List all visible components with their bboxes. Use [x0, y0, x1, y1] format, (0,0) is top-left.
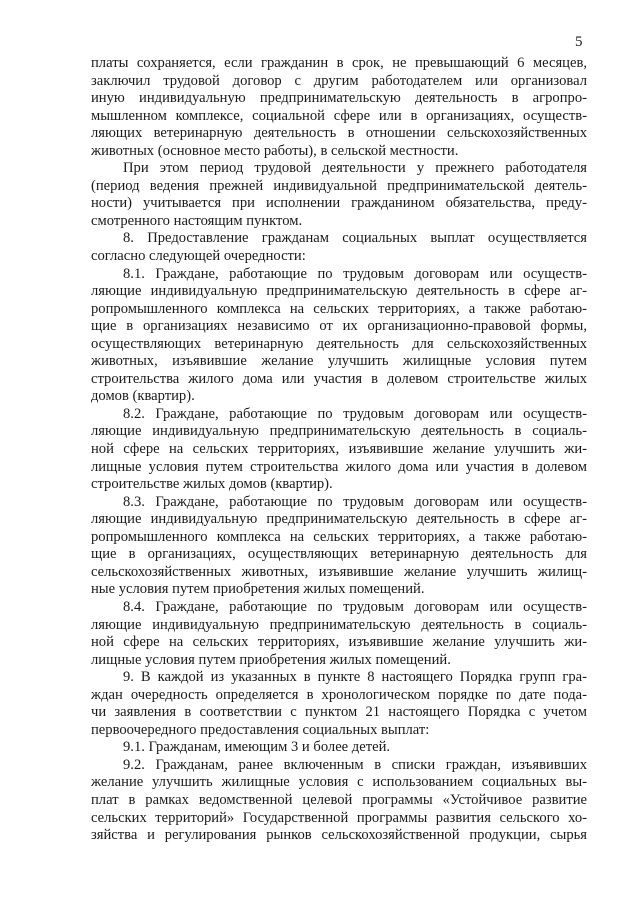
- text-line: ляющие индивидуальную предпринимательскую деятельность в социаль-: [91, 423, 587, 440]
- text-line: согласно следующей очередности:: [91, 248, 306, 265]
- text-line: смотренного настоящим пунктом.: [91, 212, 303, 229]
- text-line: животных (основное место работы), в сельской местности.: [91, 142, 459, 159]
- text-line: ляющие индивидуальную предпринимательскую деятельность в сфере аг-: [91, 511, 587, 528]
- text-line: заключил трудовой договор с другим работодателем или организовал: [91, 72, 587, 89]
- text-line: ропромышленного комплекса на сельских территориях, а также работаю-: [91, 300, 587, 317]
- text-line: строительстве жилых домов (квартир).: [91, 476, 333, 493]
- text-line: ной сфере на сельских территориях, изъявившие желание улучшить жи-: [91, 441, 587, 458]
- text-line: (период ведения прежней индивидуальной предпринимательской деятель-: [91, 177, 587, 194]
- text-line: иную индивидуальную предпринимательскую деятельность в агропро-: [91, 90, 587, 107]
- text-line: ждан очередность определяется в хронологическом порядке по дате пода-: [91, 686, 587, 703]
- text-line: осуществляющих ветеринарную деятельность для сельскохозяйственных: [91, 335, 587, 352]
- text-line: чи заявления в соответствии с пунктом 21 настоящего Порядка с учетом: [91, 704, 587, 721]
- text-line: 9.1. Гражданам, имеющим 3 и более детей.: [123, 739, 391, 756]
- page-number: 5: [575, 34, 583, 50]
- text-line: платы сохраняется, если гражданин в срок, не превышающий 6 месяцев,: [91, 55, 587, 71]
- text-line: желание улучшить жилищные условия с использованием социальных вы-: [91, 774, 587, 791]
- text-line: ности) учитывается при исполнении гражданином обязательства, преду-: [91, 195, 587, 212]
- text-line: 8.4. Граждане, работающие по трудовым договорам или осуществ-: [123, 598, 587, 615]
- text-line: 8. Предоставление гражданам социальных выплат осуществляется: [123, 230, 587, 247]
- text-line: ляющих ветеринарную деятельность в отношении сельскохозяйственных: [91, 125, 587, 142]
- text-line: домов (квартир).: [91, 388, 195, 405]
- text-line: щие в организациях независимо от их организационно-правовой формы,: [91, 318, 587, 335]
- text-line: 9.2. Гражданам, ранее включенным в списки граждан, изъявивших: [123, 756, 587, 773]
- text-line: щие в организациях, осуществляющих ветеринарную деятельность для: [91, 546, 587, 563]
- text-line: плат в рамках ведомственной целевой программы «Устойчивое развитие: [91, 791, 587, 808]
- text-line: животных, изъявившие желание улучшить жилищные условия путем: [91, 353, 587, 370]
- text-line: мышленном комплексе, социальной сфере или в организациях, осуществ-: [91, 107, 587, 124]
- text-line: 9. В каждой из указанных в пункте 8 настоящего Порядка групп гра-: [123, 669, 587, 686]
- text-line: 8.3. Граждане, работающие по трудовым договорам или осуществ-: [123, 493, 587, 510]
- text-line: первоочередного предоставления социальных выплат:: [91, 721, 430, 738]
- text-line: сельских территорий» Государственной программы развития сельского хо-: [91, 809, 587, 826]
- text-line: лищные условия путем приобретения жилых помещений.: [91, 651, 451, 668]
- text-line: ропромышленного комплекса на сельских территориях, а также работаю-: [91, 528, 587, 545]
- text-line: сельскохозяйственных животных, изъявившие желание улучшить жилищ-: [91, 563, 587, 580]
- body-text: [91, 55, 587, 845]
- text-line: ной сфере на сельских территориях, изъявившие желание улучшить жи-: [91, 634, 587, 651]
- text-line: 8.1. Граждане, работающие по трудовым договорам или осуществ-: [123, 265, 587, 282]
- text-line: ные условия путем приобретения жилых помещений.: [91, 581, 425, 598]
- text-line: При этом период трудовой деятельности у прежнего работодателя: [123, 160, 587, 177]
- text-line: 8.2. Граждане, работающие по трудовым договорам или осуществ-: [123, 405, 587, 422]
- text-line: ляющие индивидуальную предпринимательскую деятельность в сфере аг-: [91, 283, 587, 300]
- text-line: лищные условия путем строительства жилого дома или участия в долевом: [91, 458, 587, 475]
- text-line: зяйства и регулирования рынков сельскохозяйственной продукции, сырья: [91, 827, 587, 844]
- text-line: строительства жилого дома или участия в долевом строительстве жилых: [91, 370, 587, 387]
- text-line: ляющие индивидуальную предпринимательскую деятельность в социаль-: [91, 616, 587, 633]
